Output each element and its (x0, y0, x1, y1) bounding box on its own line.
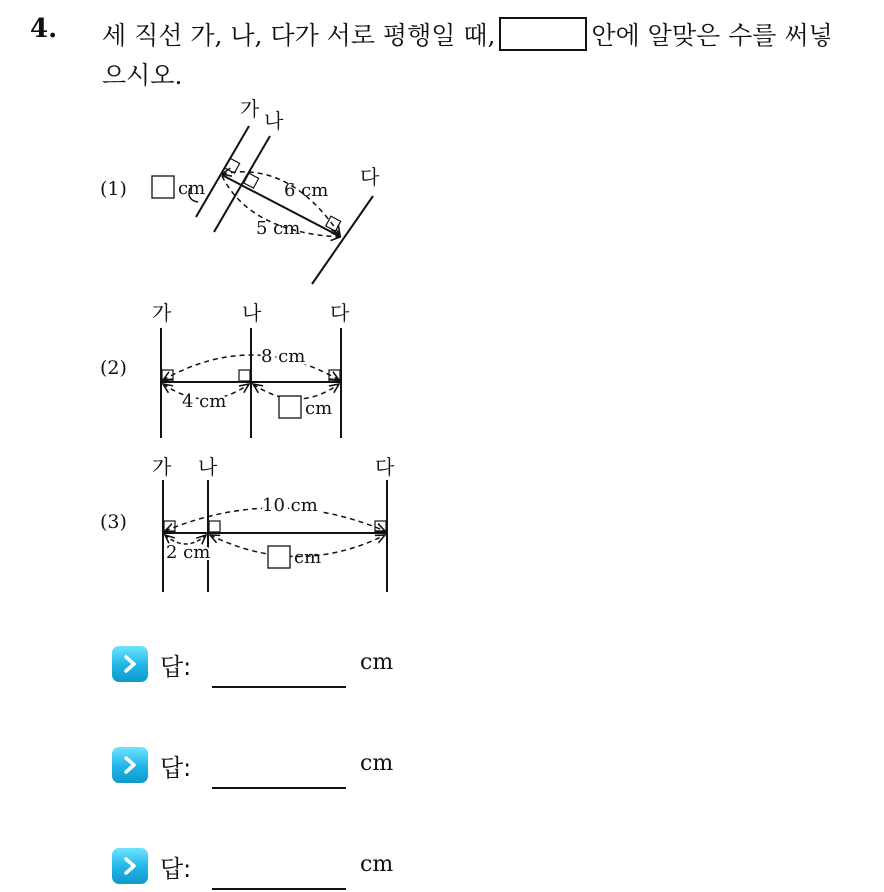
figure-3 (100, 455, 395, 592)
line-na-2-label: 나 (242, 301, 262, 325)
question-text-after: 안에 알맞은 수를 써넣 (591, 21, 833, 50)
line-da-1-label: 다 (360, 165, 380, 189)
figure-1-label: (1) (100, 178, 127, 200)
figure-2-distance-8: 8 cm (261, 346, 306, 367)
figure-1-distance-5: 5 cm (256, 218, 301, 239)
figure-3-unknown-box (268, 546, 290, 568)
answer-label: 답: (160, 854, 192, 883)
answer-label: 답: (160, 753, 192, 782)
answer-row-3 (112, 846, 394, 886)
figure-2-unknown-unit: cm (305, 398, 333, 419)
line-na-3-label: 나 (198, 455, 218, 479)
answer-unit: cm (360, 751, 394, 776)
line-da-1 (312, 196, 373, 284)
figure-1-distance-6: 6 cm (284, 180, 329, 201)
line-ga-2-label: 가 (152, 301, 172, 325)
figure-3-distance-2: 2 cm (166, 542, 211, 563)
answer-unit: cm (360, 650, 394, 675)
figure-1-unknown-unit: cm (178, 178, 206, 199)
answer-row-1 (112, 644, 394, 684)
right-angle-mark (239, 370, 250, 381)
answer-label: 답: (160, 652, 192, 681)
figure-3-distance-10: 10 cm (262, 495, 318, 516)
question-text-line2: 으시오. (102, 61, 183, 90)
figure-2-unknown-box (279, 396, 301, 418)
figure-2-distance-4: 4 cm (182, 391, 227, 412)
question-text-before: 세 직선 가, 나, 다가 서로 평행일 때, (102, 21, 496, 50)
line-da-2-label: 다 (330, 301, 350, 325)
figure-1-unknown-box (152, 176, 174, 198)
answer-input-line[interactable] (212, 888, 346, 890)
answer-row-2 (112, 745, 394, 785)
chevron-right-icon (112, 747, 148, 783)
line-ga-1-label: 가 (240, 97, 260, 121)
figure-3-unknown-unit: cm (294, 547, 322, 568)
figure-1 (100, 97, 380, 284)
figure-2 (100, 301, 350, 438)
line-da-3-label: 다 (375, 455, 395, 479)
chevron-right-icon (112, 646, 148, 682)
answer-input-line[interactable] (212, 787, 346, 789)
line-na-1-label: 나 (264, 109, 284, 133)
line-ga-3-label: 가 (152, 455, 172, 479)
chevron-right-icon (112, 848, 148, 884)
right-angle-mark (209, 521, 220, 532)
figure-2-label: (2) (100, 357, 127, 379)
answer-unit: cm (360, 852, 394, 877)
question-number: 4. (30, 14, 58, 44)
figure-3-label: (3) (100, 511, 127, 533)
answer-input-line[interactable] (212, 686, 346, 688)
